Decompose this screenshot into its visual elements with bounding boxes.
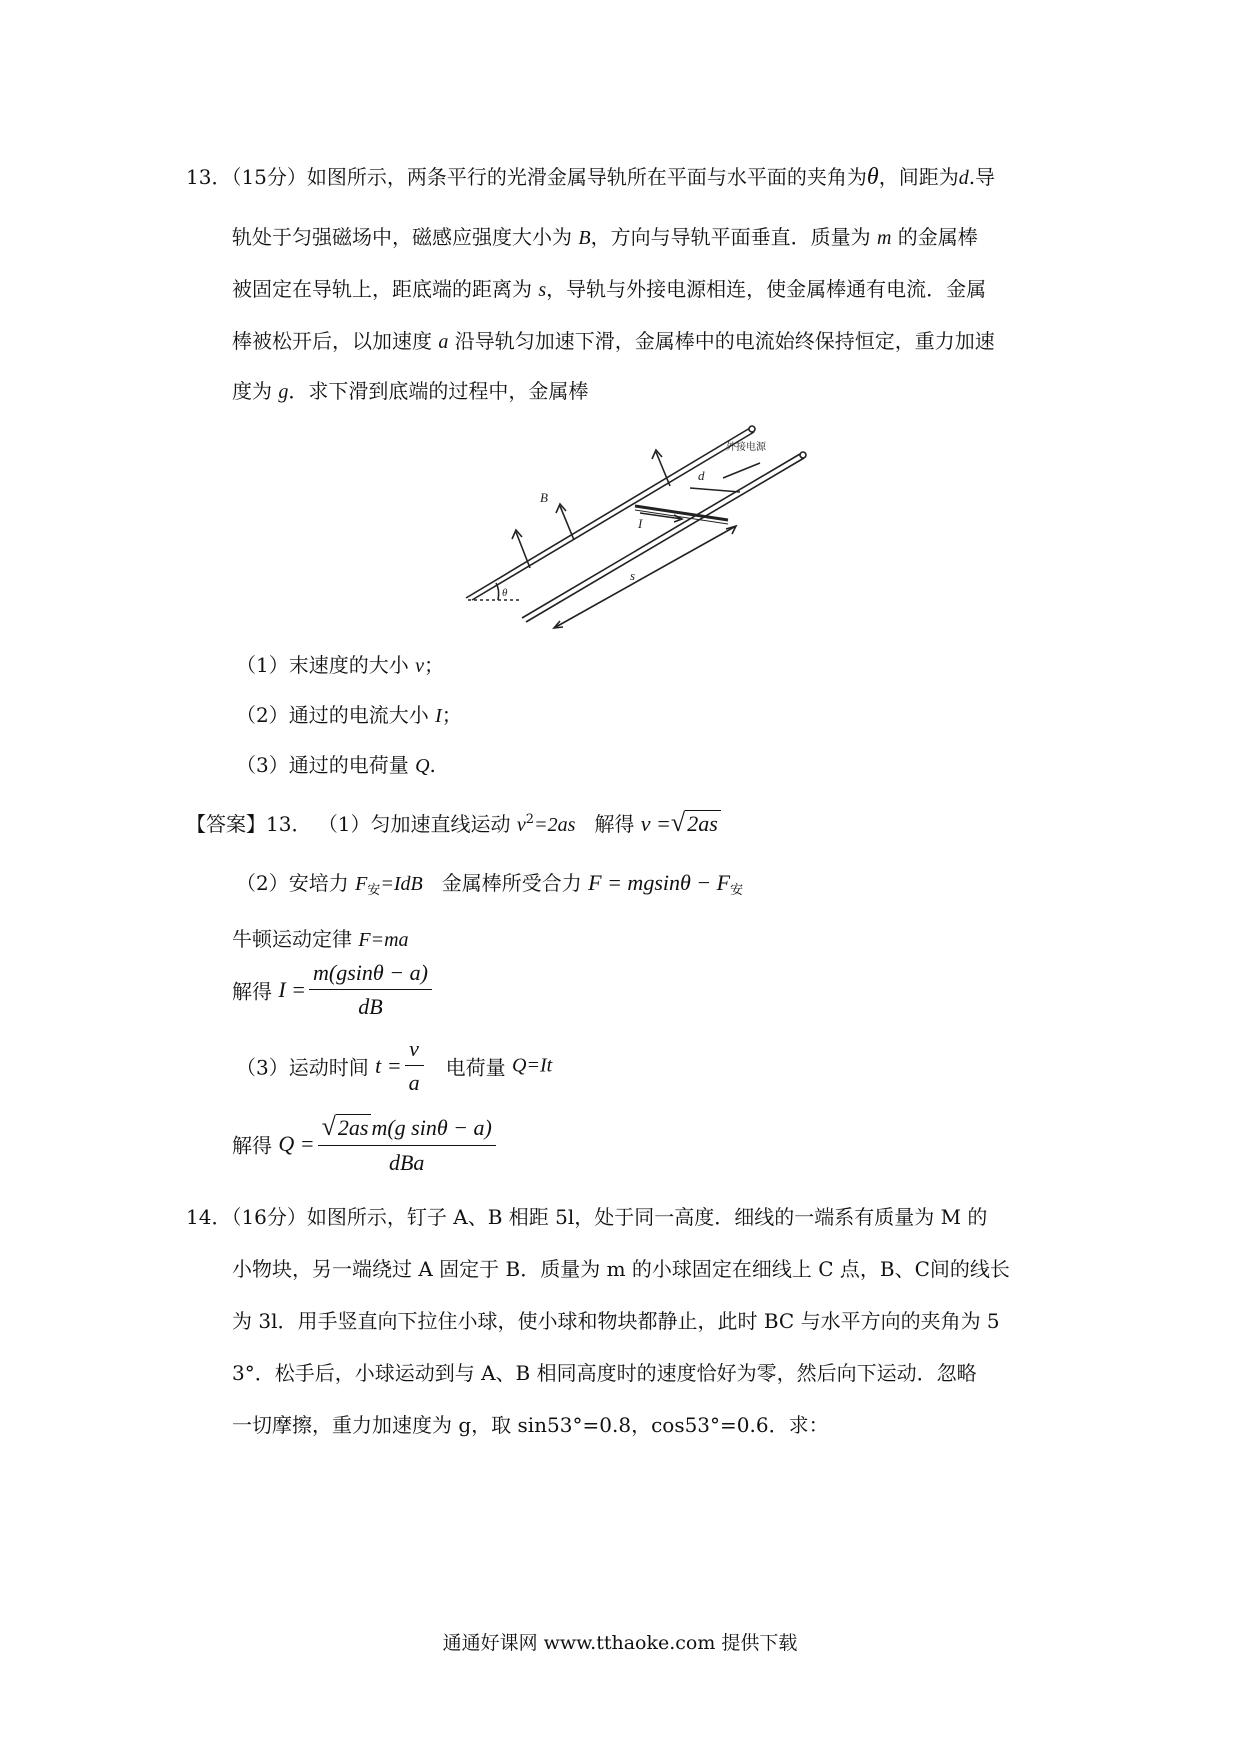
answer-line-3: 牛顿运动定律 F=ma — [232, 927, 409, 951]
rail-lower-a — [522, 454, 800, 618]
rail-diagram — [460, 418, 810, 630]
q14-line-2: 小物块，另一端绕过 A 固定于 B．质量为 m 的小球固定在细线上 C 点，B、C间的线长 — [232, 1257, 1010, 1281]
q14-line-1: 14．（16分）如图所示，钉子 A、B 相距 5l，处于同一高度．细线的一端系有质量为 M 的 — [186, 1205, 988, 1229]
q13-line-3: 被固定在导轨上，距底端的距离为 s，导轨与外接电源相连，使金属棒通有电流．金属 — [232, 277, 987, 301]
rail-upper-a — [466, 428, 750, 598]
q14-line-4: 3°．松手后，小球运动到与 A、B 相同高度时的速度恰好为零，然后向下运动．忽略 — [232, 1361, 977, 1385]
label-s: s — [630, 568, 636, 583]
answer-line-6: 解得 Q = $\frac{\text{√2as m(g sinθ − a)}}{\text{dBa}}$ — [232, 1112, 499, 1176]
answer-tag: 【答案】13． — [186, 812, 312, 836]
b-arrow-1 — [516, 532, 530, 568]
fraction-I: $\frac{m(gsin\theta - a)}{dB}$ — [309, 960, 432, 1020]
d-dim-line — [690, 488, 740, 492]
answer-line-5: （3）运动时间 t = $\frac{v}{a}$ 电荷量 Q=It — [236, 1036, 553, 1095]
q14-line-5: 一切摩擦，重力加速度为 g，取 sin53°=0.8，cos53°=0.6．求： — [232, 1413, 829, 1437]
label-I: I — [638, 516, 643, 531]
answer-line-2: （2）安培力 $F_安=IdB$ 金属棒所受合力 $F = mgsin\theta - F_安$ — [236, 870, 744, 898]
power-leader — [723, 463, 760, 478]
q13-sub-2: （2）通过的电流大小 I； — [236, 703, 462, 727]
q13-line-2: 轨处于匀强磁场中，磁感应强度大小为 B，方向与导轨平面垂直．质量为 m 的金属棒 — [232, 225, 978, 249]
fraction-t: $\frac{v}{a}$ — [405, 1036, 424, 1096]
rail-upper-b — [472, 432, 754, 600]
b-arrow-2 — [560, 506, 574, 540]
answer-line-1: 【答案】13． （1）匀加速直线运动 $v^2=2as$ 解得 v =√2as — [186, 805, 721, 840]
answer-line-4: 解得 I = $\frac{m(gsin\theta - a)}{dB}$ — [232, 960, 435, 1020]
theta-symbol: θ — [866, 164, 879, 190]
q13-line-1: 13．（15分）如图所示，两条平行的光滑金属导轨所在平面与水平面的夹角为θ，间距为d.导 — [186, 164, 996, 190]
fraction-Q: $\frac{\text{√2as m(g sinθ − a)}}{\text{dBa}}$ — [318, 1112, 496, 1176]
q13-sub-1: （1）末速度的大小 v； — [236, 653, 444, 677]
q14-line-3: 为 3l．用手竖直向下拉住小球，使小球和物块都静止，此时 BC 与水平方向的夹角为 5 — [232, 1309, 1000, 1333]
label-power: 外接电源 — [726, 442, 766, 453]
theta-arc — [496, 583, 499, 600]
page-footer: 通通好课网 www.tthaoke.com 提供下载 — [442, 1632, 798, 1654]
terminal-upper — [749, 426, 755, 432]
s-dim-line — [554, 526, 736, 628]
label-d: d — [698, 468, 705, 483]
q13-sub-3: （3）通过的电荷量 Q. — [236, 753, 436, 777]
q13-line-5: 度为 g．求下滑到底端的过程中，金属棒 — [232, 379, 589, 403]
label-theta: θ — [502, 587, 508, 599]
terminal-lower — [800, 452, 806, 458]
label-B: B — [540, 490, 548, 505]
q13-line-4: 棒被松开后，以加速度 a 沿导轨匀加速下滑，金属棒中的电流始终保持恒定，重力加速 — [232, 329, 995, 353]
rail-lower-b — [526, 458, 804, 622]
sqrt-2as: √2as — [671, 808, 721, 839]
